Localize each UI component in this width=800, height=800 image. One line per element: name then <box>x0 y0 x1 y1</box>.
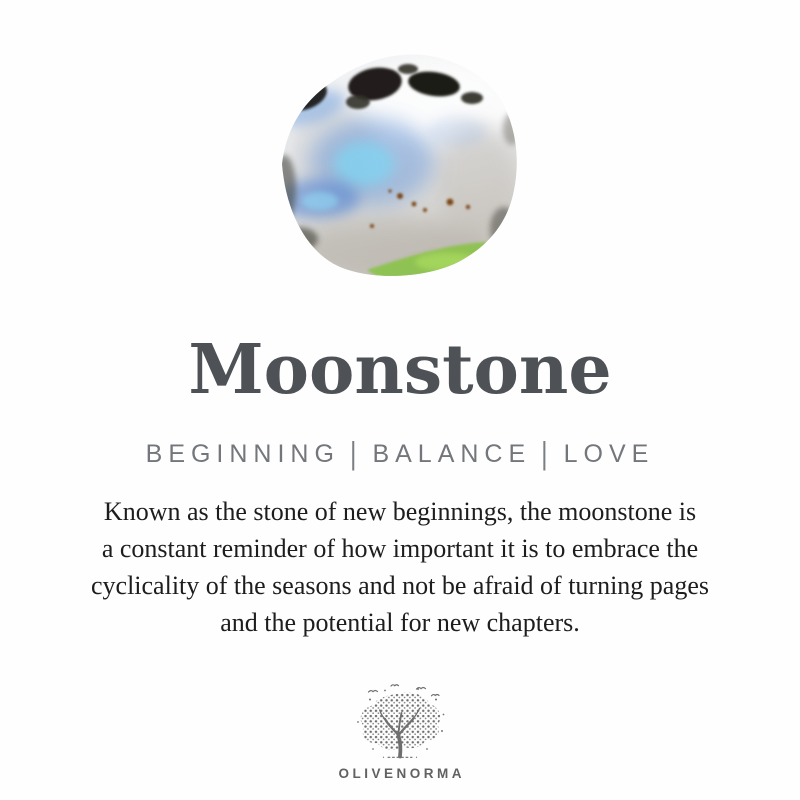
moonstone-crystal-image <box>272 44 522 284</box>
keyword-love: LOVE <box>563 440 655 468</box>
description-paragraph <box>91 493 709 641</box>
separator-bar: | <box>541 436 548 472</box>
page-title: Moonstone <box>188 330 612 410</box>
brand-logo <box>335 683 465 781</box>
description-line: and the potential for new chapters. <box>220 608 580 637</box>
keyword-balance: BALANCE <box>372 440 532 468</box>
description-line: Known as the stone of new beginnings, the moonstone is <box>103 497 697 526</box>
separator-bar: | <box>349 436 357 472</box>
brand-name: OLIVENORMA <box>338 766 465 781</box>
keyword-strip <box>145 436 655 472</box>
moonstone-image-wrap <box>272 44 522 284</box>
keyword-beginning: BEGINNING <box>145 440 340 468</box>
tree-with-birds-icon <box>341 683 459 761</box>
description-line: cyclicality of the seasons and not be afraid of turning pages <box>90 571 710 600</box>
description-line: a constant reminder of how important it is to embrace the <box>101 534 699 563</box>
